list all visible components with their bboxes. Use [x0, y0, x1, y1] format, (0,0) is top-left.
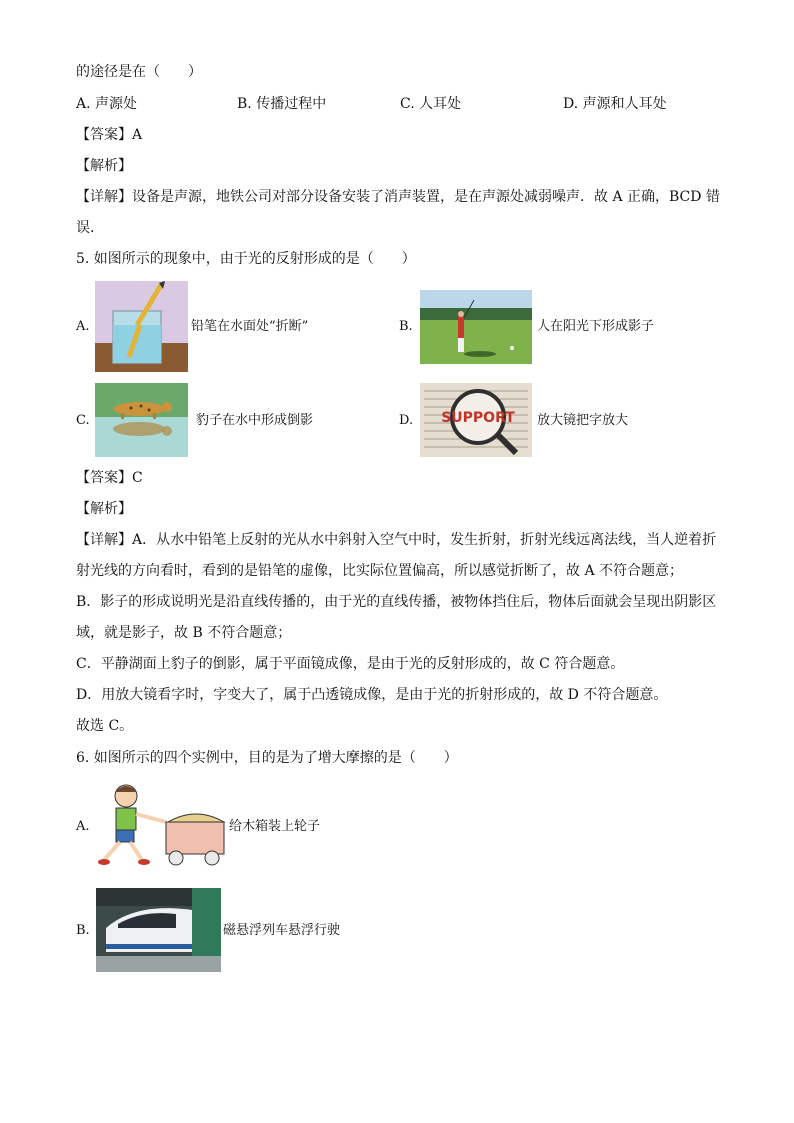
q5-detail-line-4: 域，就是影子，故 B 不符合题意； — [76, 625, 292, 641]
q5-detail-line-1: 【详解】A．从水中铅笔上反射的光从水中斜射入空气中时，发生折射，折射光线远离法线，当人逆着折 — [76, 532, 717, 548]
q5-option-c-letter: C. — [76, 413, 90, 428]
q6-option-a-caption: 给木箱装上轮子 — [229, 819, 321, 834]
q5-detail-line-3: B．影子的形成说明光是沿直线传播的，由于光的直线传播，被物体挡住后，物体后面就会呈现出阴影区 — [76, 594, 717, 610]
magnifier-word: SUPPORT — [441, 410, 515, 426]
q4-option-a: A. 声源处 — [76, 96, 138, 112]
q5-option-a-caption: 铅笔在水面处“折断” — [191, 319, 309, 334]
magnifier-newspaper-image — [420, 383, 532, 457]
maglev-train-image — [96, 888, 221, 972]
q4-answer: 【答案】A — [76, 127, 143, 143]
q5-option-b-caption: 人在阳光下形成影子 — [537, 319, 655, 334]
q5-answer: 【答案】C — [76, 470, 143, 486]
q5-conclusion: 故选 C。 — [76, 718, 134, 734]
q4-option-d: D. 声源和人耳处 — [563, 96, 667, 112]
q5-option-d-letter: D. — [399, 413, 414, 428]
leopard-reflection-image — [95, 383, 188, 457]
q4-option-c: C. 人耳处 — [400, 96, 462, 112]
q5-option-c-caption: 豹子在水中形成倒影 — [196, 413, 314, 428]
q5-detail-line-6: D．用放大镜看字时，字变大了，属于凸透镜成像，是由于光的折射形成的，故 D 不符合题意。 — [76, 687, 668, 703]
q6-option-b-caption: 磁悬浮列车悬浮行驶 — [223, 923, 341, 938]
q4-stem-tail: 的途径是在（ ） — [76, 64, 202, 80]
boy-pushing-cart-image — [96, 780, 228, 870]
q4-detail-line-1: 【详解】设备是声源，地铁公司对部分设备安装了消声装置，是在声源处减弱噪声．故 A 正确，BCD 错 — [76, 189, 720, 205]
q5-detail-line-2: 射光线的方向看时，看到的是铅笔的虚像，比实际位置偏高，所以感觉折断了，故 A 不符合题意； — [76, 563, 684, 579]
q6-option-b-letter: B. — [76, 923, 90, 938]
q4-detail-line-2: 误． — [76, 220, 104, 236]
q6-option-a-letter: A. — [76, 819, 90, 834]
q6-stem: 6. 如图所示的四个实例中，目的是为了增大摩擦的是（ ） — [76, 750, 458, 766]
q5-detail-line-5: C．平静湖面上豹子的倒影，属于平面镜成像，是由于光的反射形成的，故 C 符合题意。 — [76, 656, 625, 672]
q4-analysis-heading: 【解析】 — [76, 158, 132, 174]
q5-option-a-letter: A. — [76, 319, 90, 334]
q5-stem: 5. 如图所示的现象中，由于光的反射形成的是（ ） — [76, 251, 416, 267]
q5-analysis-heading: 【解析】 — [76, 501, 132, 517]
q5-option-b-letter: B. — [399, 319, 413, 334]
golfer-shadow-image — [420, 290, 532, 364]
q4-option-b: B. 传播过程中 — [237, 96, 327, 112]
pencil-in-water-image — [95, 281, 188, 372]
q5-option-d-caption: 放大镜把字放大 — [537, 413, 629, 428]
